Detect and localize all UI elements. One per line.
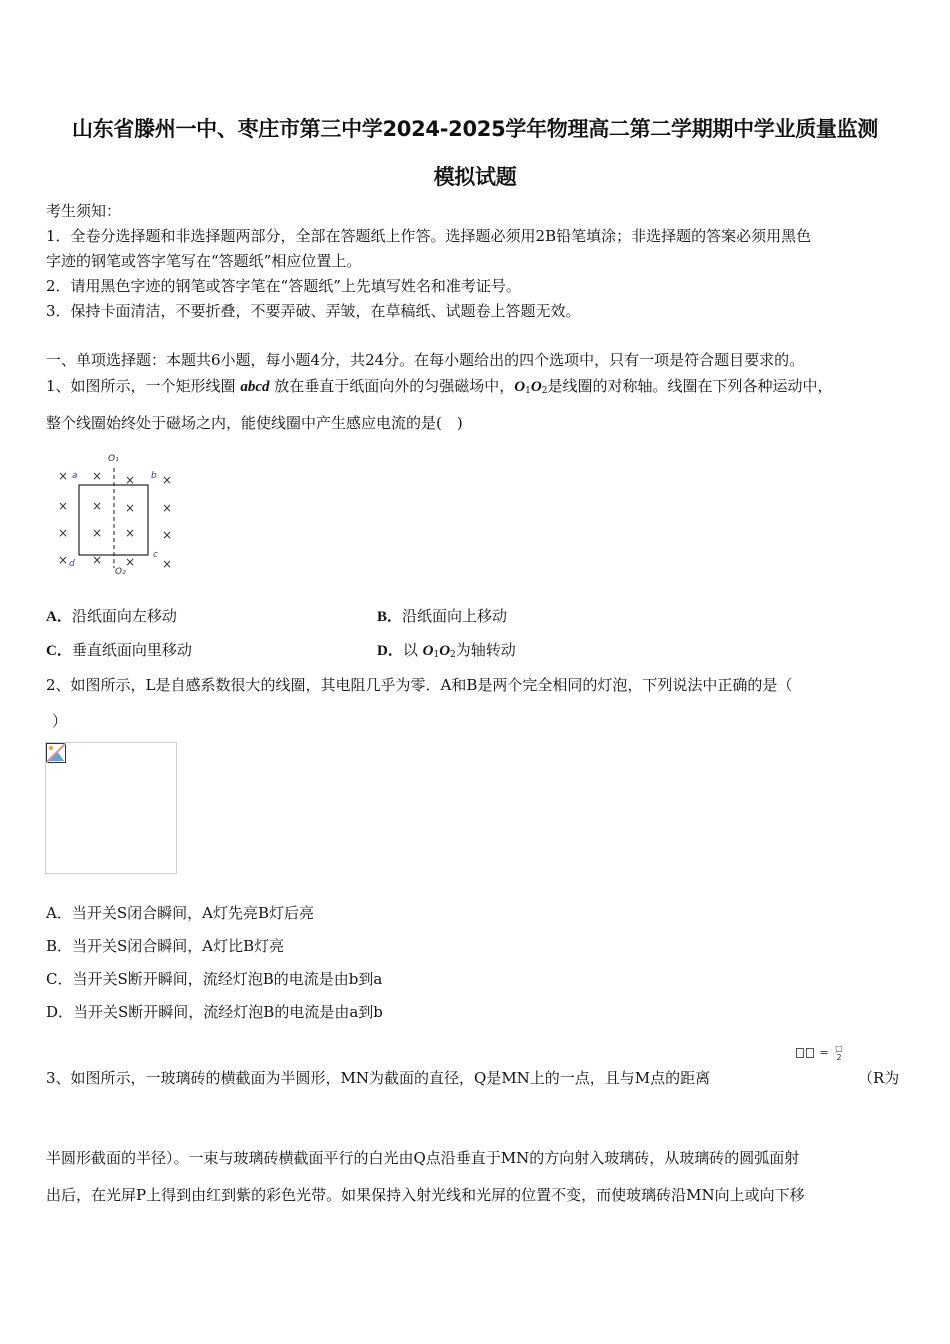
svg-text:×: ×: [124, 526, 136, 540]
svg-text:×: ×: [161, 501, 173, 515]
axis-label-o: O: [530, 379, 542, 395]
q1-option-d: [377, 640, 516, 665]
svg-text:×: ×: [91, 553, 103, 567]
numerator: □: [835, 1044, 843, 1053]
axis-label-o: O: [514, 379, 526, 395]
svg-text:×: ×: [124, 555, 136, 569]
document-title: 山东省滕州一中、枣庄市第三中学2024-2025学年物理高二第二学期期中学业质量监测: [71, 117, 878, 141]
document-subtitle: 模拟试题: [433, 165, 517, 189]
svg-text:×: ×: [161, 528, 173, 542]
question-2-stem: 2、如图所示，L是自感系数很大的线圈，其电阻几乎为零．A和B是两个完全相同的灯泡，下列说法中正确的是（: [46, 676, 793, 694]
stem-text: 放在垂直于纸面向外的匀强磁场中，: [269, 377, 515, 395]
instruction-item: 字迹的钢笔或答字笔写在“答题纸”相应位置上。: [46, 252, 362, 270]
distance-formula: [796, 1044, 843, 1062]
coil-in-magnetic-field-figure: [55, 448, 185, 578]
svg-text:×: ×: [57, 499, 69, 513]
broken-image-placeholder: [45, 742, 177, 874]
axis-sub: 1: [525, 386, 531, 396]
option-key: D．: [377, 643, 403, 659]
instruction-item: 2．请用黑色字迹的钢笔或答字笔在“答题纸”上先填写姓名和准考证号。: [46, 277, 521, 295]
question-2-stem-line2: ）: [52, 712, 68, 730]
axis-label-o: O: [422, 643, 434, 659]
q1-option-c: [46, 640, 192, 661]
q2-option-d: D．当开关S断开瞬间，流经灯泡B的电流是由a到b: [46, 1003, 383, 1021]
svg-text:×: ×: [91, 469, 103, 483]
svg-text:O₁: O₁: [108, 454, 119, 464]
q1-option-b: [377, 606, 507, 627]
q2-option-c: C．当开关S断开瞬间，流经灯泡B的电流是由b到a: [46, 970, 383, 988]
missing-glyph: [806, 1048, 814, 1058]
question-3-stem-line3: 出后，在光屏P上得到由红到紫的彩色光带。如果保持入射光线和光屏的位置不变，而使玻璃砖沿MN向上或向下移: [46, 1186, 805, 1204]
svg-text:×: ×: [161, 557, 173, 571]
svg-text:O₂: O₂: [115, 567, 126, 577]
svg-text:×: ×: [57, 553, 69, 567]
option-text: 沿纸面向上移动: [402, 607, 508, 625]
question-3-stem-line2: 半圆形截面的半径）。一束与玻璃砖横截面平行的白光由Q点沿垂直于MN的方向射入玻璃砖，从玻璃砖的圆弧面射: [46, 1149, 800, 1167]
equals-sign: =: [819, 1046, 829, 1059]
instructions-heading: 考生须知：: [46, 202, 122, 220]
svg-text:×: ×: [57, 469, 69, 483]
svg-text:d: d: [69, 559, 75, 569]
svg-text:×: ×: [57, 526, 69, 540]
denominator: 2: [836, 1053, 842, 1062]
q2-option-a: A．当开关S闭合瞬间，A灯先亮B灯后亮: [46, 904, 314, 922]
svg-text:×: ×: [91, 526, 103, 540]
broken-image-icon: [46, 743, 66, 763]
stem-text: 1、如图所示，一个矩形线圈: [46, 377, 241, 395]
question-1-stem: [46, 376, 832, 401]
svg-text:×: ×: [91, 499, 103, 513]
instruction-item: 1．全卷分选择题和非选择题两部分，全部在答题纸上作答。选择题必须用2B铅笔填涂；非选择题的答案必须用黑色: [46, 227, 812, 245]
coil-label: abcd: [240, 379, 270, 395]
option-text: 以: [402, 641, 423, 659]
option-key: C．: [46, 643, 72, 659]
svg-text:×: ×: [124, 501, 136, 515]
q2-option-b: B．当开关S闭合瞬间，A灯比B灯亮: [46, 937, 285, 955]
question-3-stem-end: （R为: [858, 1069, 900, 1087]
question-3-stem: 3、如图所示，一玻璃砖的横截面为半圆形，MN为截面的直径，Q是MN上的一点，且与M点的距离: [46, 1069, 711, 1087]
option-text: 垂直纸面向里移动: [71, 641, 192, 659]
missing-glyph: [796, 1048, 804, 1058]
option-key: B．: [377, 609, 403, 625]
svg-text:b: b: [151, 471, 157, 481]
svg-text:a: a: [72, 471, 78, 481]
section-heading: 一、单项选择题：本题共6小题，每小题4分，共24分。在每小题给出的四个选项中，只有一项是符合题目要求的。: [46, 351, 805, 369]
question-1-stem-line2: 整个线圈始终处于磁场之内，能使线圈中产生感应电流的是( ): [46, 414, 463, 432]
svg-text:×: ×: [161, 473, 173, 487]
q1-option-a: [46, 606, 177, 627]
axis-sub: 2: [541, 386, 548, 396]
option-text: 为轴转动: [455, 641, 516, 659]
svg-text:×: ×: [124, 473, 136, 487]
instruction-item: 3．保持卡面清洁，不要折叠，不要弄破、弄皱，在草稿纸、试题卷上答题无效。: [46, 302, 581, 320]
fraction: [835, 1044, 843, 1062]
svg-text:c: c: [153, 550, 158, 560]
stem-text: 是线圈的对称轴。线圈在下列各种运动中，: [547, 377, 833, 395]
axis-sub: 1: [433, 650, 440, 660]
axis-label-o: O: [439, 643, 451, 659]
option-key: A．: [46, 609, 72, 625]
option-text: 沿纸面向左移动: [71, 607, 177, 625]
axis-sub: 2: [450, 650, 456, 660]
